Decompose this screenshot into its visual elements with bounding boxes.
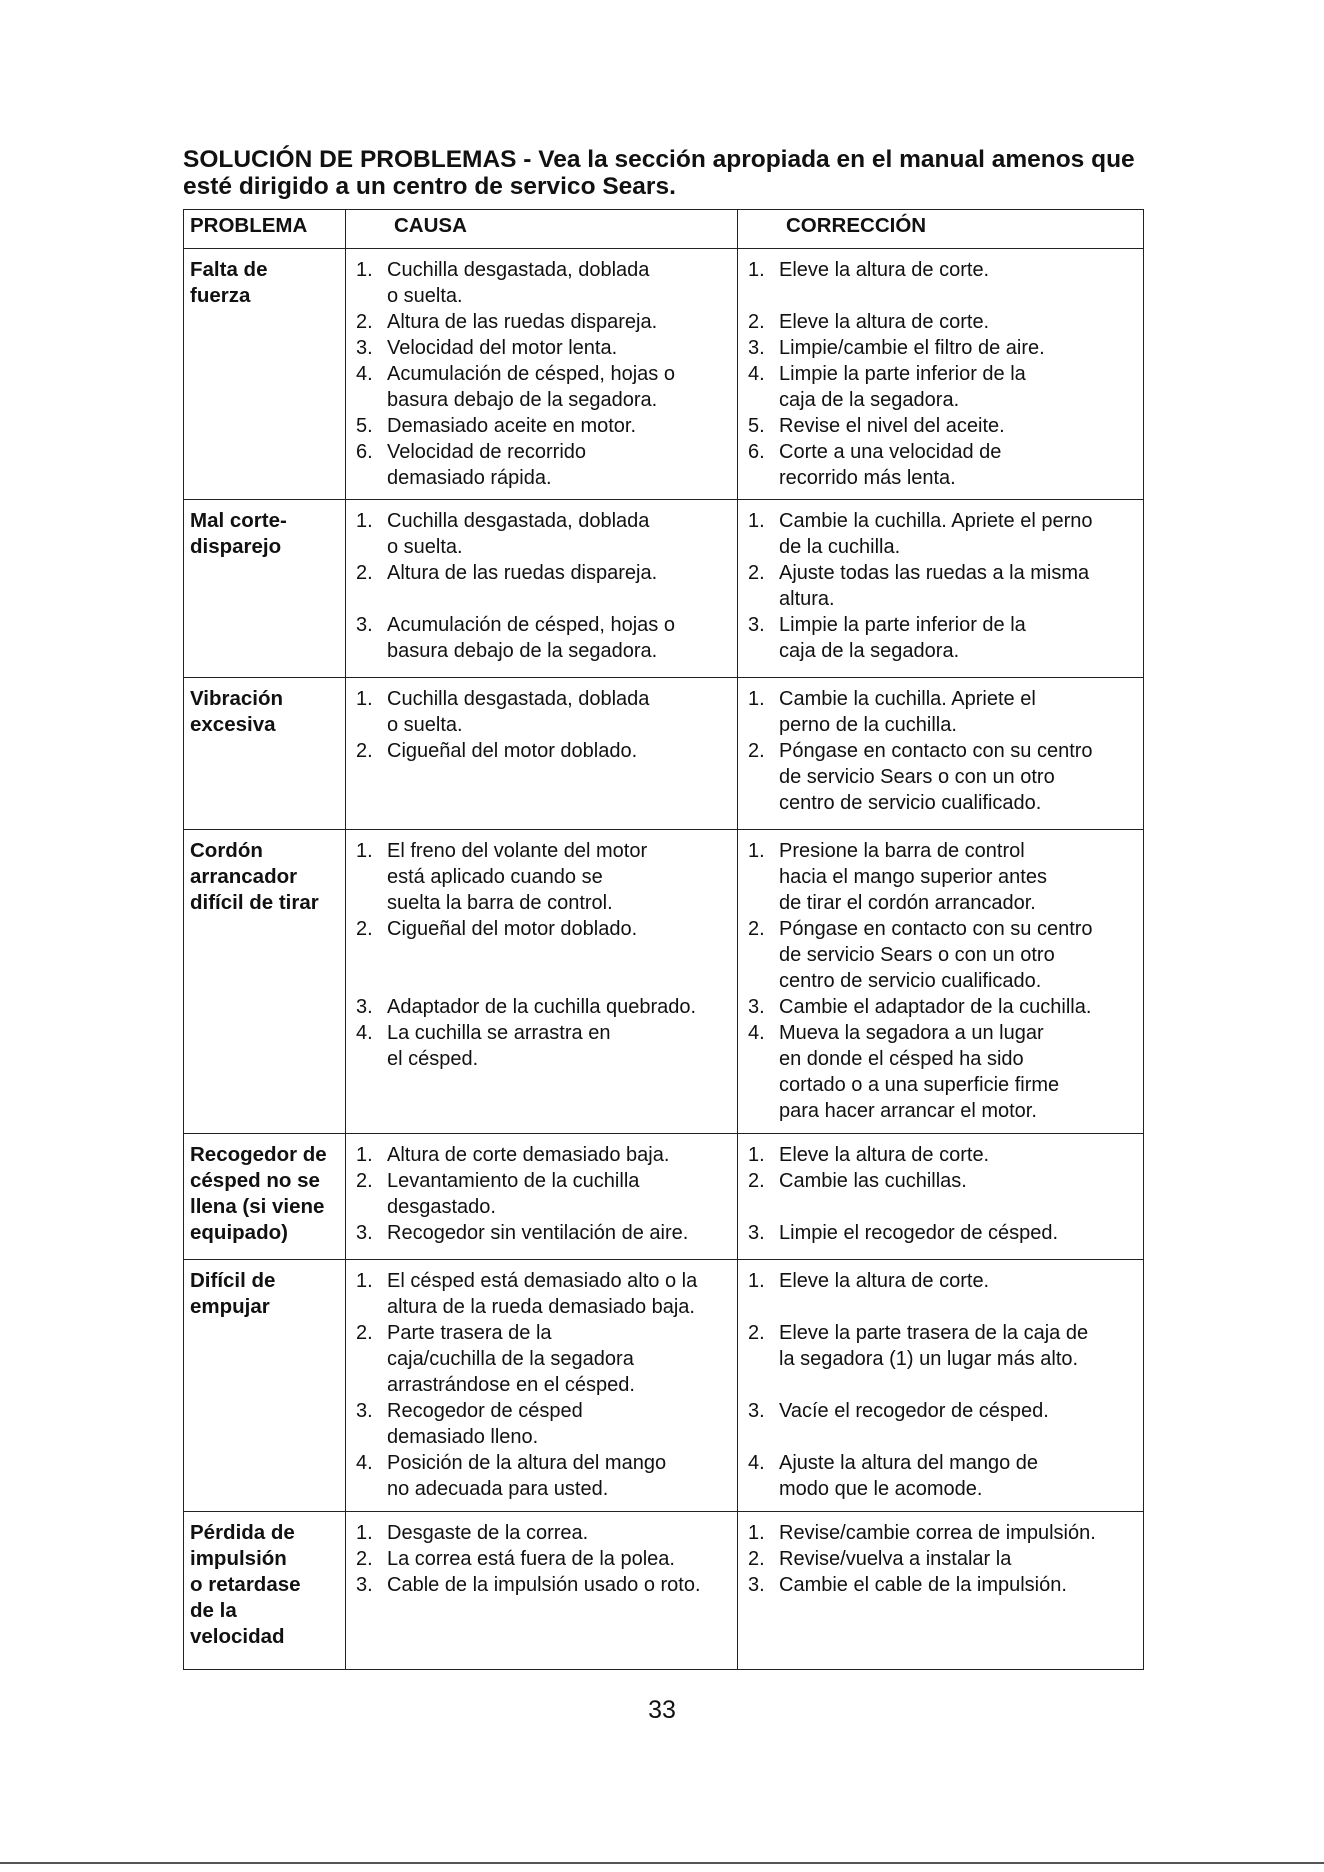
item-text xyxy=(779,413,1143,439)
item-text-line: de servicio Sears o con un otro xyxy=(779,944,1055,966)
problem-cell xyxy=(184,678,346,830)
item-text-line: Póngase en contacto con su centro xyxy=(779,740,1093,762)
list-item xyxy=(744,1268,1143,1294)
item-text xyxy=(387,1546,737,1572)
scan-edge-line xyxy=(0,1862,1324,1864)
item-number: 5. xyxy=(748,415,765,437)
item-number: 3. xyxy=(356,614,373,636)
heading-line: esté dirigido a un centro de servico Sears. xyxy=(183,173,676,200)
item-text-line: Cuchilla desgastada, doblada xyxy=(387,510,650,532)
item-text xyxy=(387,738,737,764)
item-text xyxy=(387,1168,737,1220)
column-header-problema: PROBLEMA xyxy=(184,210,346,249)
item-text-line: Revise/vuelva a instalar la xyxy=(779,1548,1012,1570)
item-text xyxy=(779,612,1143,664)
list-item xyxy=(744,612,1143,664)
list-item xyxy=(744,1450,1143,1502)
list-item xyxy=(744,1142,1143,1168)
item-text-line: Limpie la parte inferior de la xyxy=(779,363,1026,385)
list-item xyxy=(352,738,737,764)
list-item xyxy=(352,1520,737,1546)
item-text xyxy=(387,1320,737,1398)
list-item xyxy=(352,508,737,560)
item-text xyxy=(387,309,737,335)
item-text-line: está aplicado cuando se xyxy=(387,866,603,888)
list-item xyxy=(744,1572,1143,1598)
item-text-line: basura debajo de la segadora. xyxy=(387,389,658,411)
problem-line: arrancador xyxy=(190,865,298,888)
item-text-line: Levantamiento de la cuchilla xyxy=(387,1170,640,1192)
problem-line: Falta de xyxy=(190,258,268,281)
item-number: 1. xyxy=(356,688,373,710)
item-number: 1. xyxy=(356,259,373,281)
correction-cell xyxy=(738,500,1144,678)
list-item xyxy=(352,1572,737,1598)
problem-cell xyxy=(184,249,346,500)
list-item xyxy=(352,413,737,439)
page-number: 33 xyxy=(648,1696,676,1724)
item-text xyxy=(779,439,1143,491)
item-number: 1. xyxy=(356,510,373,532)
item-number: 3. xyxy=(356,996,373,1018)
problem-line: Difícil de xyxy=(190,1269,276,1292)
list-item xyxy=(744,1220,1143,1246)
item-number: 1. xyxy=(356,1270,373,1292)
item-text-line: Eleve la altura de corte. xyxy=(779,259,990,281)
item-text-line: Posición de la altura del mango xyxy=(387,1452,667,1474)
cause-cell xyxy=(346,830,738,1134)
item-text xyxy=(779,361,1143,413)
list-item xyxy=(744,413,1143,439)
item-text-line: o suelta. xyxy=(387,714,463,736)
item-text-line: Cuchilla desgastada, doblada xyxy=(387,688,650,710)
item-text-line: Revise/cambie correa de impulsión. xyxy=(779,1522,1096,1544)
list-item xyxy=(352,309,737,335)
item-text-line: de servicio Sears o con un otro xyxy=(779,766,1055,788)
list-item xyxy=(744,1520,1143,1546)
item-text-line: altura de la rueda demasiado baja. xyxy=(387,1296,695,1318)
list-item xyxy=(352,994,737,1020)
item-text xyxy=(387,1398,737,1450)
table-row xyxy=(184,1260,1144,1512)
item-number: 2. xyxy=(356,1322,373,1344)
list-item xyxy=(352,612,737,664)
item-text xyxy=(779,335,1143,361)
item-text-line: altura. xyxy=(779,588,835,610)
item-number: 3. xyxy=(748,614,765,636)
problem-line: césped no se xyxy=(190,1169,320,1192)
item-number: 2. xyxy=(748,562,765,584)
item-text xyxy=(779,1168,1143,1194)
problem-line: disparejo xyxy=(190,535,282,558)
item-text-line: Eleve la altura de corte. xyxy=(779,311,990,333)
item-number: 1. xyxy=(356,1144,373,1166)
table-row xyxy=(184,678,1144,830)
item-number: 5. xyxy=(356,415,373,437)
correction-cell xyxy=(738,1134,1144,1260)
item-text-line: Cuchilla desgastada, doblada xyxy=(387,259,650,281)
item-text xyxy=(387,560,737,586)
item-number: 1. xyxy=(748,1522,765,1544)
item-text-line: arrastrándose en el césped. xyxy=(387,1374,635,1396)
item-number: 2. xyxy=(748,1322,765,1344)
item-text xyxy=(387,1520,737,1546)
list-item xyxy=(352,1398,737,1450)
item-number: 1. xyxy=(748,1270,765,1292)
item-text xyxy=(387,1268,737,1320)
item-number: 2. xyxy=(748,918,765,940)
problem-line: difícil de tirar xyxy=(190,891,319,914)
problem-line: Mal corte- xyxy=(190,509,287,532)
item-text-line: recorrido más lenta. xyxy=(779,467,956,489)
item-text-line: La correa está fuera de la polea. xyxy=(387,1548,675,1570)
item-text-line: Revise el nivel del aceite. xyxy=(779,415,1005,437)
problem-cell xyxy=(184,1512,346,1670)
item-text xyxy=(387,361,737,413)
table-header-row xyxy=(184,210,1144,249)
list-item xyxy=(744,361,1143,413)
item-text xyxy=(387,508,737,560)
item-number: 2. xyxy=(748,740,765,762)
correction-cell xyxy=(738,678,1144,830)
item-text-line: Ajuste la altura del mango de xyxy=(779,1452,1039,1474)
list-item xyxy=(352,916,737,942)
list-item xyxy=(744,994,1143,1020)
item-text-line: Limpie/cambie el filtro de aire. xyxy=(779,337,1045,359)
list-item xyxy=(744,738,1143,816)
list-item xyxy=(744,838,1143,916)
list-item xyxy=(744,916,1143,994)
problem-line: equipado) xyxy=(190,1221,288,1244)
problem-cell xyxy=(184,1260,346,1512)
item-text-line: Altura de corte demasiado baja. xyxy=(387,1144,670,1166)
item-text-line: perno de la cuchilla. xyxy=(779,714,957,736)
item-text xyxy=(387,1020,737,1072)
item-text-line: Recogedor sin ventilación de aire. xyxy=(387,1222,689,1244)
item-number: 4. xyxy=(748,363,765,385)
item-text-line: El césped está demasiado alto o la xyxy=(387,1270,698,1292)
item-number: 1. xyxy=(748,510,765,532)
list-item xyxy=(352,439,737,491)
item-text-line: de tirar el cordón arrancador. xyxy=(779,892,1036,914)
problem-line: fuerza xyxy=(190,284,251,307)
item-number: 4. xyxy=(748,1022,765,1044)
problem-line: Vibración xyxy=(190,687,284,710)
item-text xyxy=(387,413,737,439)
cause-cell xyxy=(346,1512,738,1670)
item-text-line: Acumulación de césped, hojas o xyxy=(387,614,675,636)
table-row xyxy=(184,249,1144,500)
troubleshooting-table xyxy=(183,209,1144,1670)
item-text-line: Altura de las ruedas dispareja. xyxy=(387,562,658,584)
list-item xyxy=(352,335,737,361)
item-text-line: Cigueñal del motor doblado. xyxy=(387,740,638,762)
cause-cell xyxy=(346,500,738,678)
item-number: 1. xyxy=(748,688,765,710)
item-number: 2. xyxy=(356,311,373,333)
item-text-line: Vacíe el recogedor de césped. xyxy=(779,1400,1049,1422)
item-text-line: Cigueñal del motor doblado. xyxy=(387,918,638,940)
item-text xyxy=(779,257,1143,283)
item-text-line: centro de servicio cualificado. xyxy=(779,970,1042,992)
item-text-line: basura debajo de la segadora. xyxy=(387,640,658,662)
item-number: 3. xyxy=(356,1574,373,1596)
list-item xyxy=(744,1020,1143,1124)
item-number: 6. xyxy=(748,441,765,463)
item-text-line: Eleve la parte trasera de la caja de xyxy=(779,1322,1089,1344)
item-text-line: Cambie el adaptador de la cuchilla. xyxy=(779,996,1092,1018)
list-item xyxy=(352,257,737,309)
table-row xyxy=(184,830,1144,1134)
item-text xyxy=(779,508,1143,560)
cause-cell xyxy=(346,678,738,830)
item-number: 1. xyxy=(356,840,373,862)
item-text-line: la segadora (1) un lugar más alto. xyxy=(779,1348,1079,1370)
item-text xyxy=(387,838,737,916)
item-text xyxy=(387,994,737,1020)
item-number: 3. xyxy=(356,1400,373,1422)
correction-cell xyxy=(738,830,1144,1134)
item-text-line: Cable de la impulsión usado o roto. xyxy=(387,1574,701,1596)
item-text-line: o suelta. xyxy=(387,536,463,558)
item-text-line: centro de servicio cualificado. xyxy=(779,792,1042,814)
item-text xyxy=(779,560,1143,612)
item-text xyxy=(779,686,1143,738)
list-item xyxy=(352,1020,737,1072)
item-number: 2. xyxy=(748,311,765,333)
correction-cell xyxy=(738,249,1144,500)
item-text-line: demasiado rápida. xyxy=(387,467,552,489)
table-body xyxy=(184,249,1144,1670)
item-number: 4. xyxy=(356,363,373,385)
column-header-causa: CAUSA xyxy=(346,210,738,249)
item-text-line: Ajuste todas las ruedas a la misma xyxy=(779,562,1090,584)
list-item xyxy=(352,838,737,916)
item-number: 4. xyxy=(356,1022,373,1044)
item-text-line: no adecuada para usted. xyxy=(387,1478,609,1500)
item-text xyxy=(779,1020,1143,1124)
item-text xyxy=(779,309,1143,335)
item-text-line: caja de la segadora. xyxy=(779,640,960,662)
item-text xyxy=(779,1398,1143,1424)
list-item xyxy=(352,686,737,738)
item-number: 1. xyxy=(748,1144,765,1166)
item-text-line: para hacer arrancar el motor. xyxy=(779,1100,1037,1122)
problem-line: Cordón xyxy=(190,839,263,862)
item-text-line: Velocidad de recorrido xyxy=(387,441,587,463)
list-item xyxy=(744,508,1143,560)
cause-cell xyxy=(346,249,738,500)
item-text-line: caja de la segadora. xyxy=(779,389,960,411)
list-item xyxy=(744,1168,1143,1194)
correction-cell xyxy=(738,1260,1144,1512)
item-text xyxy=(387,439,737,491)
item-number: 3. xyxy=(748,337,765,359)
problem-line: velocidad xyxy=(190,1625,285,1648)
item-text xyxy=(779,994,1143,1020)
item-text xyxy=(387,916,737,942)
item-text-line: desgastado. xyxy=(387,1196,496,1218)
list-item xyxy=(744,1320,1143,1372)
item-text-line: Cambie la cuchilla. Apriete el xyxy=(779,688,1036,710)
item-text xyxy=(779,838,1143,916)
item-number: 4. xyxy=(748,1452,765,1474)
item-text-line: modo que le acomode. xyxy=(779,1478,983,1500)
item-text-line: Cambie el cable de la impulsión. xyxy=(779,1574,1067,1596)
item-text-line: La cuchilla se arrastra en xyxy=(387,1022,611,1044)
problem-line: Recogedor de xyxy=(190,1143,327,1166)
item-text-line: Adaptador de la cuchilla quebrado. xyxy=(387,996,697,1018)
item-text-line: Limpie el recogedor de césped. xyxy=(779,1222,1059,1244)
item-text xyxy=(387,335,737,361)
item-text xyxy=(387,686,737,738)
item-text xyxy=(387,257,737,309)
problem-line: o retardase xyxy=(190,1573,301,1596)
item-text-line: Recogedor de césped xyxy=(387,1400,583,1422)
item-number: 4. xyxy=(356,1452,373,1474)
list-item xyxy=(352,1220,737,1246)
item-text xyxy=(779,1268,1143,1294)
item-number: 2. xyxy=(356,562,373,584)
item-number: 6. xyxy=(356,441,373,463)
item-number: 3. xyxy=(356,337,373,359)
item-text-line: Corte a una velocidad de xyxy=(779,441,1002,463)
item-text-line: de la cuchilla. xyxy=(779,536,901,558)
problem-cell xyxy=(184,830,346,1134)
item-number: 2. xyxy=(356,740,373,762)
problem-line: empujar xyxy=(190,1295,270,1318)
list-item xyxy=(352,1546,737,1572)
item-text xyxy=(779,1572,1143,1598)
item-text xyxy=(387,1220,737,1246)
item-number: 1. xyxy=(356,1522,373,1544)
list-item xyxy=(744,335,1143,361)
list-item xyxy=(352,1268,737,1320)
item-text xyxy=(779,738,1143,816)
item-text-line: o suelta. xyxy=(387,285,463,307)
table-row xyxy=(184,1134,1144,1260)
list-item xyxy=(744,1398,1143,1424)
item-number: 3. xyxy=(748,996,765,1018)
problem-cell xyxy=(184,500,346,678)
list-item xyxy=(744,309,1143,335)
item-text-line: caja/cuchilla de la segadora xyxy=(387,1348,634,1370)
item-text-line: Altura de las ruedas dispareja. xyxy=(387,311,658,333)
item-text-line: cortado o a una superficie firme xyxy=(779,1074,1060,1096)
item-number: 2. xyxy=(356,1170,373,1192)
page-heading xyxy=(183,146,1143,200)
item-text xyxy=(779,1450,1143,1502)
item-text-line: Cambie las cuchillas. xyxy=(779,1170,967,1192)
item-text-line: Eleve la altura de corte. xyxy=(779,1270,990,1292)
problem-line: llena (si viene xyxy=(190,1195,325,1218)
list-item xyxy=(744,1546,1143,1572)
item-text xyxy=(387,1450,737,1502)
list-item xyxy=(744,439,1143,491)
correction-cell xyxy=(738,1512,1144,1670)
column-header-correccion: CORRECCIÓN xyxy=(738,210,1144,249)
problem-line: Pérdida de xyxy=(190,1521,295,1544)
table-row xyxy=(184,1512,1144,1670)
item-number: 3. xyxy=(748,1574,765,1596)
table-row xyxy=(184,500,1144,678)
list-item xyxy=(744,560,1143,612)
item-number: 3. xyxy=(748,1400,765,1422)
list-item xyxy=(352,361,737,413)
problem-line: excesiva xyxy=(190,713,276,736)
item-text-line: Parte trasera de la xyxy=(387,1322,552,1344)
list-item xyxy=(352,1320,737,1398)
list-item xyxy=(352,1450,737,1502)
item-text xyxy=(779,916,1143,994)
item-text-line: el césped. xyxy=(387,1048,479,1070)
item-text-line: demasiado lleno. xyxy=(387,1426,539,1448)
item-text xyxy=(387,1572,737,1598)
item-text-line: Presione la barra de control xyxy=(779,840,1025,862)
list-item xyxy=(352,560,737,586)
item-number: 2. xyxy=(748,1548,765,1570)
item-text xyxy=(779,1142,1143,1168)
item-text-line: suelta la barra de control. xyxy=(387,892,613,914)
item-text-line: El freno del volante del motor xyxy=(387,840,648,862)
item-text-line: Póngase en contacto con su centro xyxy=(779,918,1093,940)
problem-cell xyxy=(184,1134,346,1260)
list-item xyxy=(352,1168,737,1220)
item-number: 2. xyxy=(356,1548,373,1570)
item-text-line: Eleve la altura de corte. xyxy=(779,1144,990,1166)
item-number: 2. xyxy=(356,918,373,940)
item-text-line: en donde el césped ha sido xyxy=(779,1048,1024,1070)
problem-line: de la xyxy=(190,1599,237,1622)
item-text xyxy=(779,1220,1143,1246)
cause-cell xyxy=(346,1260,738,1512)
item-text xyxy=(387,612,737,664)
item-text-line: Demasiado aceite en motor. xyxy=(387,415,637,437)
item-text xyxy=(779,1520,1143,1546)
heading-line: SOLUCIÓN DE PROBLEMAS - Vea la sección apropiada en el manual amenos que xyxy=(183,146,1135,173)
item-number: 1. xyxy=(748,840,765,862)
item-text-line: hacia el mango superior antes xyxy=(779,866,1047,888)
item-number: 1. xyxy=(748,259,765,281)
item-text xyxy=(779,1320,1143,1372)
cause-cell xyxy=(346,1134,738,1260)
item-number: 2. xyxy=(748,1170,765,1192)
list-item xyxy=(744,257,1143,283)
item-text-line: Mueva la segadora a un lugar xyxy=(779,1022,1044,1044)
problem-line: impulsión xyxy=(190,1547,287,1570)
item-text xyxy=(387,1142,737,1168)
item-text-line: Desgaste de la correa. xyxy=(387,1522,589,1544)
item-number: 3. xyxy=(748,1222,765,1244)
item-text xyxy=(779,1546,1143,1572)
list-item xyxy=(352,1142,737,1168)
item-number: 3. xyxy=(356,1222,373,1244)
list-item xyxy=(744,686,1143,738)
item-text-line: Acumulación de césped, hojas o xyxy=(387,363,675,385)
item-text-line: Limpie la parte inferior de la xyxy=(779,614,1026,636)
item-text-line: Velocidad del motor lenta. xyxy=(387,337,618,359)
item-text-line: Cambie la cuchilla. Apriete el perno xyxy=(779,510,1093,532)
